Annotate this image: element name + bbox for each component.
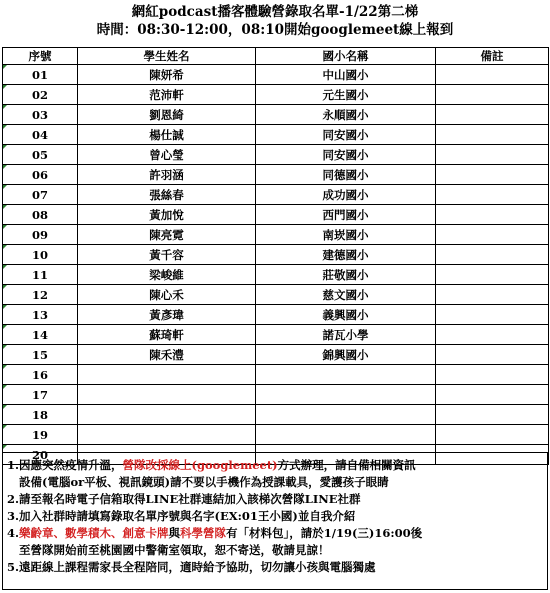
cell-student-name: 陳妍希 (78, 65, 256, 85)
cell-no: 18 (3, 405, 78, 425)
table-row (3, 105, 549, 125)
column-header-name: 學生姓名 (78, 48, 256, 65)
cell-student-name: 黃加悅 (78, 205, 256, 225)
cell-note (436, 125, 549, 145)
table-row (3, 305, 549, 325)
notes-section (2, 452, 548, 590)
table-row (3, 365, 549, 385)
cell-student-name (78, 425, 256, 445)
cell-no: 16 (3, 365, 78, 385)
cell-student-name: 陳禾澧 (78, 345, 256, 365)
cell-note (436, 65, 549, 85)
cell-school: 成功國小 (256, 185, 436, 205)
cell-note (436, 225, 549, 245)
cell-no: 11 (3, 265, 78, 285)
table-row (3, 405, 549, 425)
cell-student-name: 范沛軒 (78, 85, 256, 105)
note-4-emphasis-1: 樂齡章、數學積木、創意卡牌 (19, 526, 169, 540)
note-3: 3.加入社群時請填寫錄取名單序號與名字(EX:01王小國)並自我介紹 (7, 509, 356, 523)
cell-note (436, 185, 549, 205)
cell-school (256, 365, 436, 385)
cell-student-name: 劉恩綺 (78, 105, 256, 125)
note-5: 5.遠距線上課程需家長全程陪同，適時給予協助，切勿讓小孩與電腦獨處 (7, 560, 376, 574)
cell-student-name (78, 385, 256, 405)
cell-school: 錦興國小 (256, 345, 436, 365)
cell-note (436, 285, 549, 305)
cell-school: 中山國小 (256, 65, 436, 85)
cell-student-name: 張絲春 (78, 185, 256, 205)
page-subtitle: 時間：08:30-12:00，08:10開始googlemeet線上報到 (96, 22, 454, 38)
cell-no: 08 (3, 205, 78, 225)
roster-body (3, 65, 549, 465)
cell-school (256, 385, 436, 405)
cell-student-name: 楊仕誠 (78, 125, 256, 145)
table-header-row (3, 48, 549, 65)
page-title: 網紅podcast播客體驗營錄取名單-1/22第二梯 (131, 4, 419, 20)
cell-no: 06 (3, 165, 78, 185)
cell-student-name (78, 365, 256, 385)
cell-note (436, 345, 549, 365)
cell-note (436, 385, 549, 405)
note-1 (7, 457, 543, 474)
cell-no: 09 (3, 225, 78, 245)
cell-student-name: 蘇琦軒 (78, 325, 256, 345)
table-row (3, 265, 549, 285)
table-row (3, 205, 549, 225)
cell-school: 莊敬國小 (256, 265, 436, 285)
table-row (3, 85, 549, 105)
table-row (3, 325, 549, 345)
cell-note (436, 305, 549, 325)
cell-note (436, 405, 549, 425)
note-4-number: 4. (7, 526, 20, 540)
table-row (3, 225, 549, 245)
note-1-text-cont: 方式辦理，請自備相關資訊 (277, 458, 416, 472)
cell-note (436, 245, 549, 265)
roster-table (2, 47, 549, 465)
table-row (3, 385, 549, 405)
table-row (3, 65, 549, 85)
cell-student-name: 陳心禾 (78, 285, 256, 305)
column-header-school: 國小名稱 (256, 48, 436, 65)
cell-school: 建德國小 (256, 245, 436, 265)
column-header-note: 備註 (436, 48, 549, 65)
cell-school: 慈文國小 (256, 285, 436, 305)
cell-note (436, 105, 549, 125)
note-4 (7, 525, 543, 542)
cell-no: 15 (3, 345, 78, 365)
cell-school (256, 425, 436, 445)
column-header-no: 序號 (3, 48, 78, 65)
cell-school: 義興國小 (256, 305, 436, 325)
cell-no: 14 (3, 325, 78, 345)
cell-no: 10 (3, 245, 78, 265)
cell-school: 南崁國小 (256, 225, 436, 245)
table-row (3, 185, 549, 205)
cell-school: 元生國小 (256, 85, 436, 105)
cell-school: 同安國小 (256, 145, 436, 165)
note-1-text: 1.因應突然疫情升溫， (7, 458, 123, 472)
table-row (3, 125, 549, 145)
cell-student-name (78, 405, 256, 425)
cell-no: 17 (3, 385, 78, 405)
cell-school: 諾瓦小學 (256, 325, 436, 345)
cell-no: 12 (3, 285, 78, 305)
note-4-text: 有「材料包」，請於1/19(三)16:00後 (226, 526, 423, 540)
cell-student-name: 許羽涵 (78, 165, 256, 185)
cell-school: 西門國小 (256, 205, 436, 225)
note-4-connector: 與 (168, 526, 181, 540)
cell-school: 同安國小 (256, 125, 436, 145)
cell-no: 01 (3, 65, 78, 85)
note-1-continued: 設備(電腦or平板、視訊鏡頭)請不要以手機作為授課載具，愛護孩子眼睛 (19, 475, 389, 489)
cell-student-name: 黃彥瑋 (78, 305, 256, 325)
table-row (3, 345, 549, 365)
cell-note (436, 165, 549, 185)
table-row (3, 165, 549, 185)
cell-note (436, 145, 549, 165)
cell-school (256, 405, 436, 425)
cell-student-name: 曾心瑩 (78, 145, 256, 165)
cell-student-name: 梁峻維 (78, 265, 256, 285)
table-row (3, 245, 549, 265)
cell-no: 03 (3, 105, 78, 125)
cell-school: 同德國小 (256, 165, 436, 185)
cell-note (436, 325, 549, 345)
cell-no: 13 (3, 305, 78, 325)
cell-no: 02 (3, 85, 78, 105)
header (0, 0, 550, 40)
note-4-continued: 至營隊開始前至桃園國中警衛室領取，恕不寄送，敬請見諒！ (19, 543, 330, 557)
cell-student-name: 黃千容 (78, 245, 256, 265)
cell-student-name: 陳亮霓 (78, 225, 256, 245)
note-2: 2.請至報名時電子信箱取得LINE社群連結加入該梯次營隊LINE社群 (7, 492, 361, 506)
cell-no: 05 (3, 145, 78, 165)
cell-no: 07 (3, 185, 78, 205)
cell-no: 20 (3, 445, 78, 465)
table-row (3, 145, 549, 165)
note-4-emphasis-2: 科學營隊 (180, 526, 227, 540)
cell-school: 永順國小 (256, 105, 436, 125)
cell-note (436, 85, 549, 105)
cell-note (436, 425, 549, 445)
cell-no: 04 (3, 125, 78, 145)
table-row (3, 285, 549, 305)
table-row (3, 425, 549, 445)
cell-note (436, 365, 549, 385)
cell-note (436, 265, 549, 285)
cell-note (436, 205, 549, 225)
note-1-emphasis: 營隊改採線上(googlemeet) (122, 458, 278, 472)
cell-no: 19 (3, 425, 78, 445)
